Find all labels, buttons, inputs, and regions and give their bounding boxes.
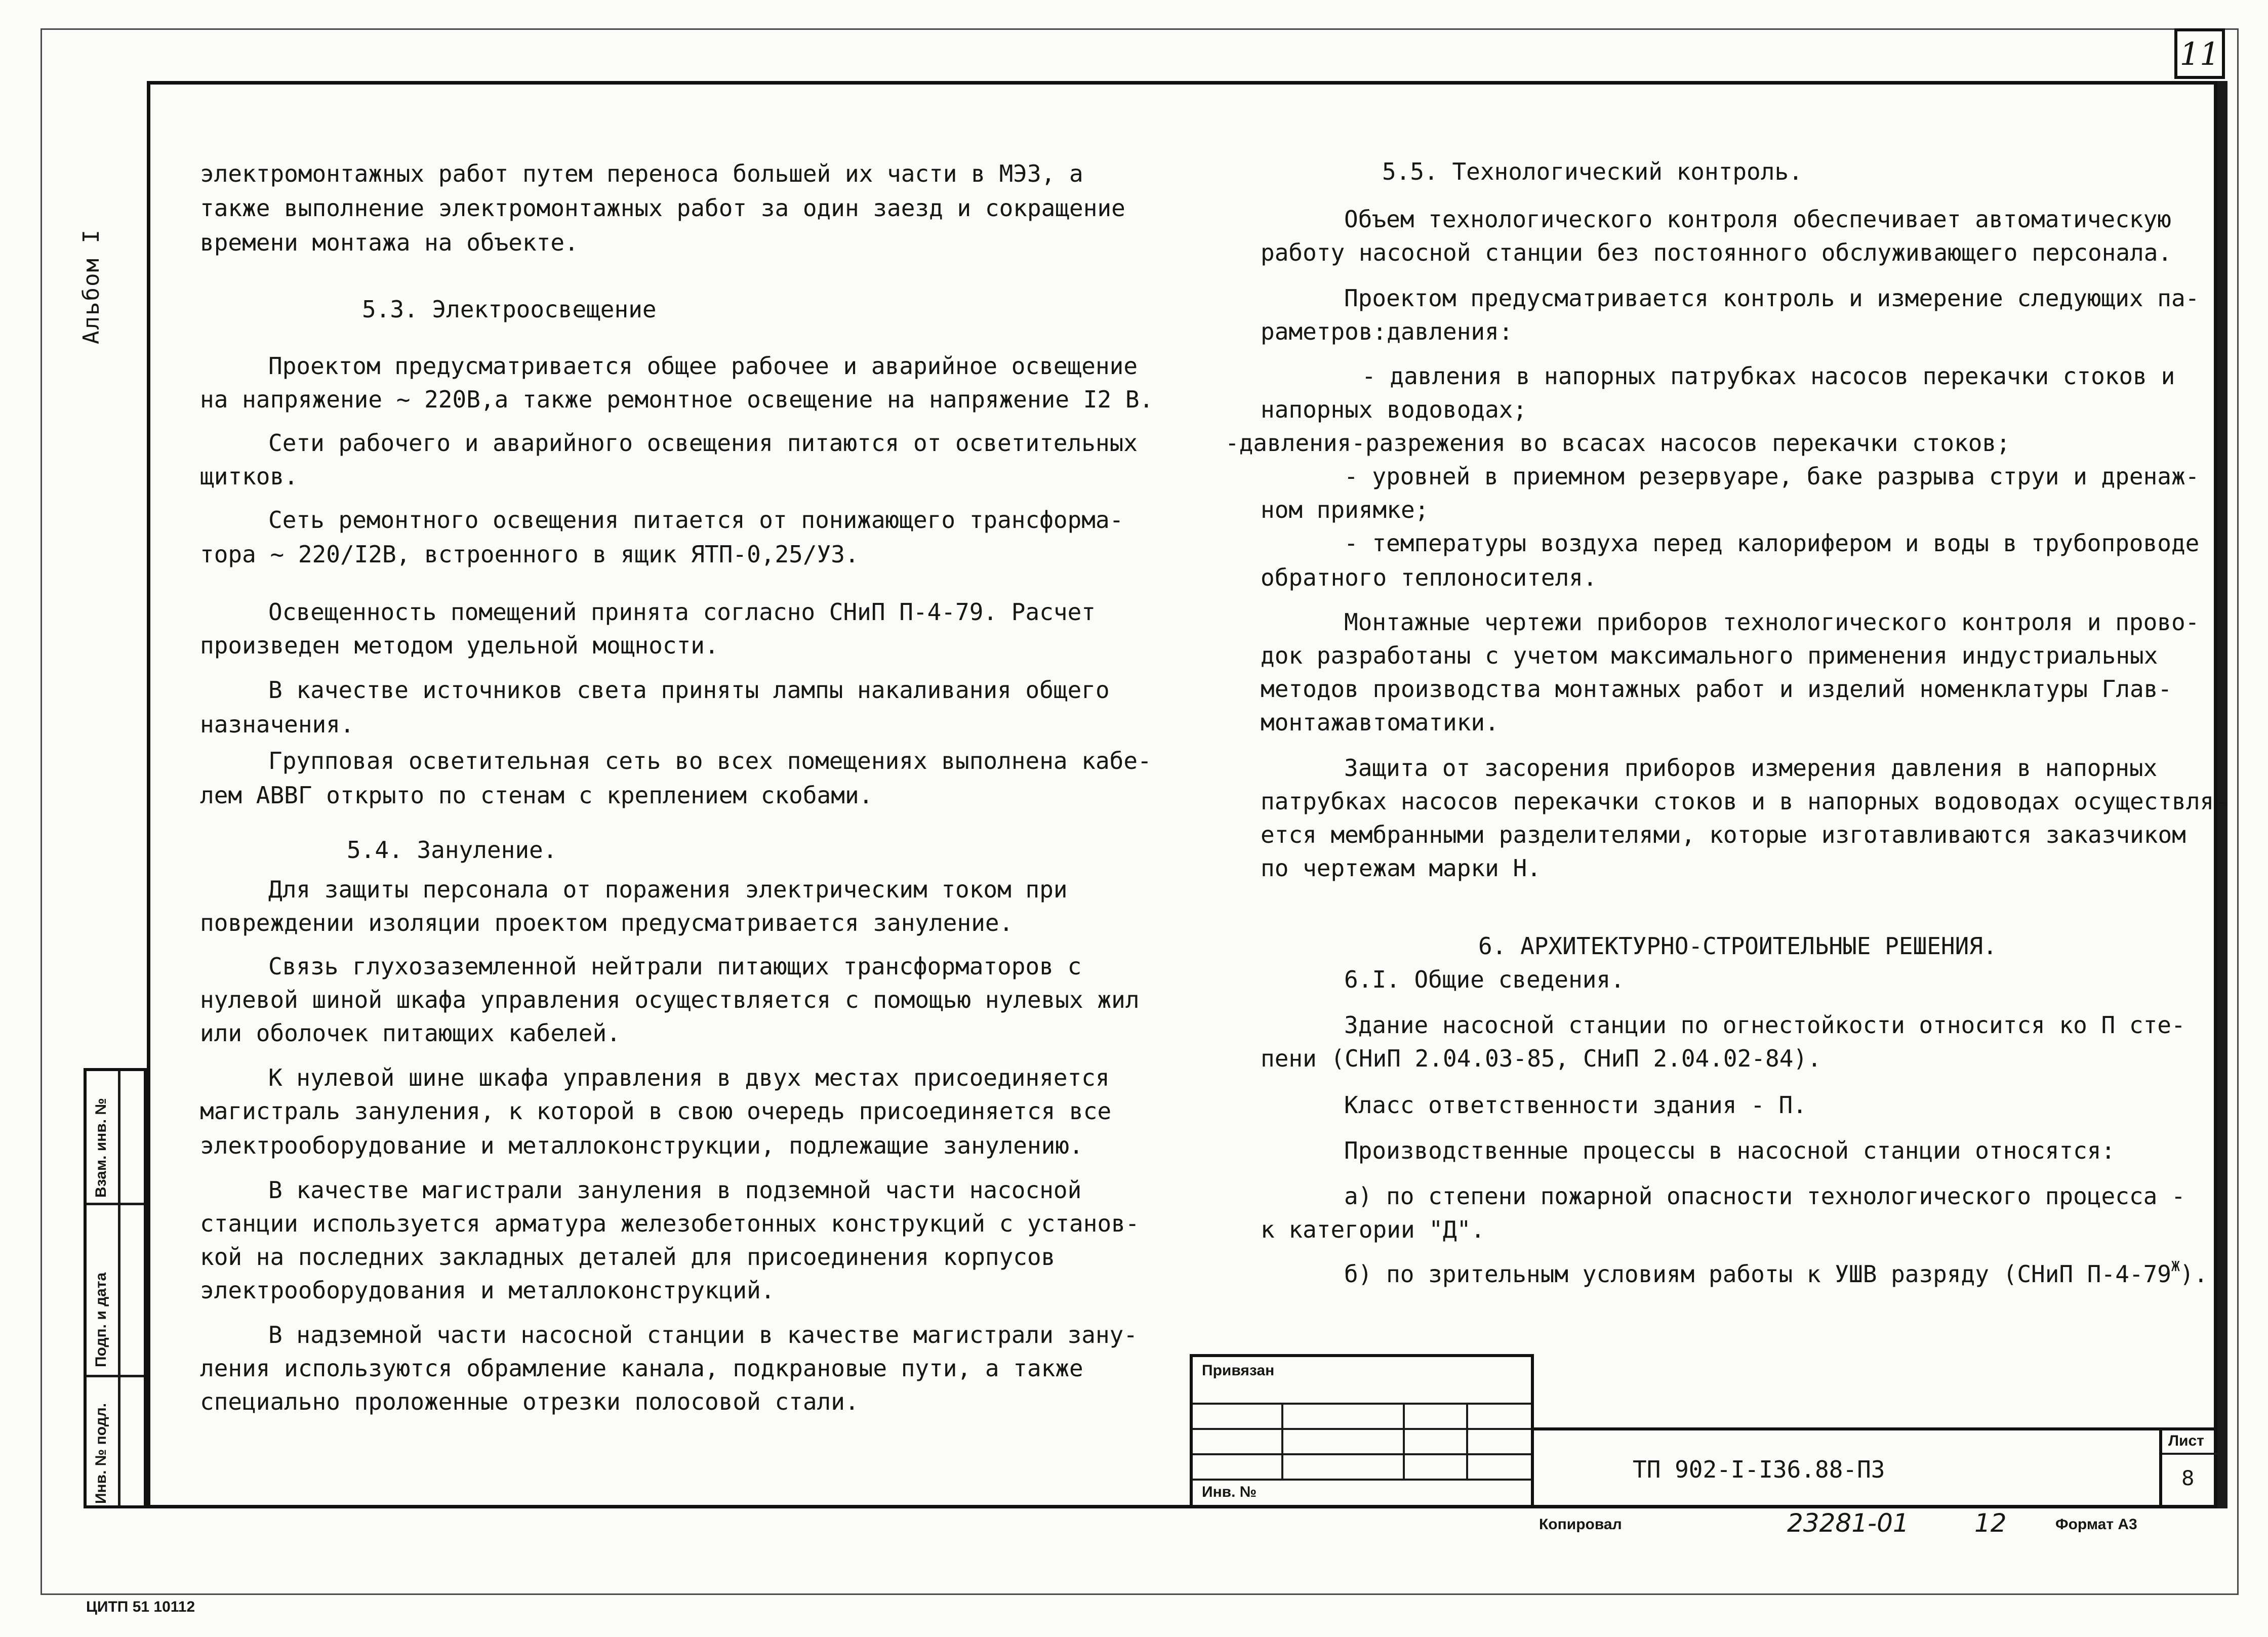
- left-line: произведен методом удельной мощности.: [200, 632, 719, 659]
- left-line: В надземной части насосной станции в качестве магистрали зану-: [268, 1321, 1138, 1348]
- right-line-tail: ).: [2179, 1260, 2208, 1288]
- strip-label-inv: Инв. № подл.: [93, 1403, 109, 1504]
- right-line: по чертежам марки Н.: [1261, 854, 1541, 882]
- right-line: Защита от засорения приборов измерения давления в напорных: [1344, 754, 2158, 782]
- subsection-heading-6-1: 6.I. Общие сведения.: [1344, 966, 1625, 993]
- right-line: а) по степени пожарной опасности технологического процесса -: [1344, 1182, 2185, 1210]
- superscript-mark: Ж: [2171, 1258, 2180, 1275]
- right-line: Объем технологического контроля обеспечивает автоматическую: [1344, 206, 2171, 233]
- section-heading-5-5: 5.5. Технологический контроль.: [1382, 158, 1803, 185]
- strip-label-podp: Подп. и дата: [93, 1272, 109, 1367]
- archive-number: 23281-01: [1787, 1508, 1909, 1538]
- left-line: электромонтажных работ путем переноса большей их части в МЭЗ, а: [200, 160, 1083, 187]
- left-line: нулевой шиной шкафа управления осуществляется с помощью нулевых жил: [200, 986, 1140, 1013]
- stamp-inv-label: Инв. №: [1202, 1484, 1257, 1500]
- stamp-privyazan: [1190, 1354, 1534, 1508]
- left-line: лем АВВГ открыто по стенам с креплением скобами.: [200, 782, 873, 809]
- right-line: Проектом предусматривается контроль и измерение следующих па-: [1344, 284, 2200, 312]
- right-line: к категории "Д".: [1261, 1216, 1485, 1243]
- right-line: патрубках насосов перекачки стоков и в напорных водоводах осуществля-: [1261, 788, 2228, 815]
- right-line: пени (СНиП 2.04.03-85, СНиП 2.04.02-84).: [1261, 1045, 1821, 1072]
- left-line: ления используются обрамление канала, подкрановые пути, а также: [200, 1355, 1083, 1382]
- left-line: электрооборудование и металлоконструкции, подлежащие занулению.: [200, 1132, 1083, 1159]
- section-heading-6: 6. АРХИТЕКТУРНО-СТРОИТЕЛЬНЫЕ РЕШЕНИЯ.: [1478, 932, 1997, 960]
- left-line: щитков.: [200, 463, 298, 490]
- right-line-last: [1344, 1257, 2208, 1291]
- left-line: повреждении изоляции проектом предусматривается зануление.: [200, 909, 1014, 936]
- left-line: времени монтажа на объекте.: [200, 229, 579, 256]
- left-line: В качестве магистрали зануления в подземной части насосной: [268, 1176, 1082, 1204]
- page-count: 12: [1974, 1508, 2007, 1538]
- left-line: специально проложенные отрезки полосовой стали.: [200, 1388, 859, 1415]
- right-line: работу насосной станции без постоянного обслуживающего персонала.: [1261, 239, 2172, 266]
- left-line: В качестве источников света приняты лампы накаливания общего: [268, 676, 1110, 704]
- approval-strip: [84, 1068, 147, 1508]
- copied-label: Копировал: [1539, 1516, 1622, 1533]
- citp-label: ЦИТП 51 10112: [86, 1599, 195, 1615]
- right-line: напорных водоводах;: [1261, 396, 1527, 423]
- left-line: электрооборудования и металлоконструкций.: [200, 1277, 775, 1304]
- left-line: Для защиты персонала от поражения электрическим током при: [268, 876, 1068, 903]
- right-line: Здание насосной станции по огнестойкости относится ко П сте-: [1344, 1011, 2185, 1039]
- left-line: Связь глухозаземленной нейтрали питающих трансформаторов с: [268, 953, 1082, 980]
- document-code: ТП 902-I-I36.88-ПЗ: [1633, 1456, 1885, 1483]
- title-block: [1534, 1427, 2217, 1508]
- right-line: - давления в напорных патрубках насосов перекачки стоков и: [1362, 362, 2175, 390]
- left-line: К нулевой шине шкафа управления в двух местах присоединяется: [268, 1064, 1110, 1091]
- right-line: док разработаны с учетом максимального применения индустриальных: [1261, 642, 2158, 669]
- right-line: методов производства монтажных работ и изделий номенклатуры Глав-: [1261, 675, 2172, 703]
- right-line: Монтажные чертежи приборов технологического контроля и прово-: [1344, 608, 2200, 636]
- stamp-privyazan-label: Привязан: [1202, 1362, 1275, 1379]
- right-line: Производственные процессы в насосной станции относятся:: [1344, 1137, 2116, 1164]
- right-line: обратного теплоносителя.: [1261, 564, 1597, 591]
- left-line: на напряжение ~ 220В,а также ремонтное освещение на напряжение I2 В.: [200, 386, 1154, 413]
- left-line: Освещенность помещений принята согласно СНиП П-4-79. Расчет: [268, 598, 1096, 626]
- format-label: Формат А3: [2055, 1516, 2137, 1533]
- right-line: раметров:давления:: [1261, 318, 1513, 345]
- right-line: ется мембранными разделителями, которые изготавливаются заказчиком: [1261, 821, 2186, 848]
- right-line: - уровней в приемном резервуаре, баке разрыва струи и дренаж-: [1344, 463, 2200, 490]
- right-line: - температуры воздуха перед калорифером и воды в трубопроводе: [1344, 529, 2200, 557]
- right-line: б) по зрительным условиям работы к УШВ разряду (СНиП П-4-79: [1344, 1260, 2171, 1288]
- right-line: Класс ответственности здания - П.: [1344, 1091, 1807, 1119]
- section-heading-5-4: 5.4. Зануление.: [347, 836, 557, 864]
- page-number: 11: [2179, 35, 2220, 72]
- left-line: или оболочек питающих кабелей.: [200, 1019, 621, 1047]
- left-line: Проектом предусматривается общее рабочее и аварийное освещение: [268, 352, 1138, 380]
- left-line: тора ~ 220/I2В, встроенного в ящик ЯТП-0,25/УЗ.: [200, 541, 859, 568]
- left-line: магистраль зануления, к которой в свою очередь присоединяется все: [200, 1097, 1112, 1125]
- strip-label-vzam: Взам. инв. №: [93, 1098, 109, 1198]
- page-number-box: [2174, 28, 2225, 79]
- left-line: назначения.: [200, 711, 354, 738]
- left-line: кой на последних закладных деталей для присоединения корпусов: [200, 1243, 1056, 1271]
- right-line: ном приямке;: [1261, 496, 1429, 523]
- left-line: также выполнение электромонтажных работ за один заезд и сокращение: [200, 194, 1125, 222]
- left-line: Сети рабочего и аварийного освещения питаются от осветительных: [268, 429, 1138, 457]
- left-line: Групповая осветительная сеть во всех помещениях выполнена кабе-: [268, 747, 1152, 774]
- right-line: монтажавтоматики.: [1261, 709, 1499, 736]
- sheet-label: Лист: [2168, 1433, 2204, 1449]
- right-line: -давления-разрежения во всасах насосов перекачки стоков;: [1225, 429, 2010, 457]
- left-line: станции используется арматура железобетонных конструкций с установ-: [200, 1210, 1140, 1237]
- album-label: Альбом I: [78, 229, 104, 344]
- sheet-box: [2159, 1427, 2217, 1508]
- section-heading-5-3: 5.3. Электроосвещение: [362, 296, 657, 323]
- sheet-number: 8: [2181, 1467, 2195, 1490]
- left-line: Сеть ремонтного освещения питается от понижающего трансформа-: [268, 506, 1124, 534]
